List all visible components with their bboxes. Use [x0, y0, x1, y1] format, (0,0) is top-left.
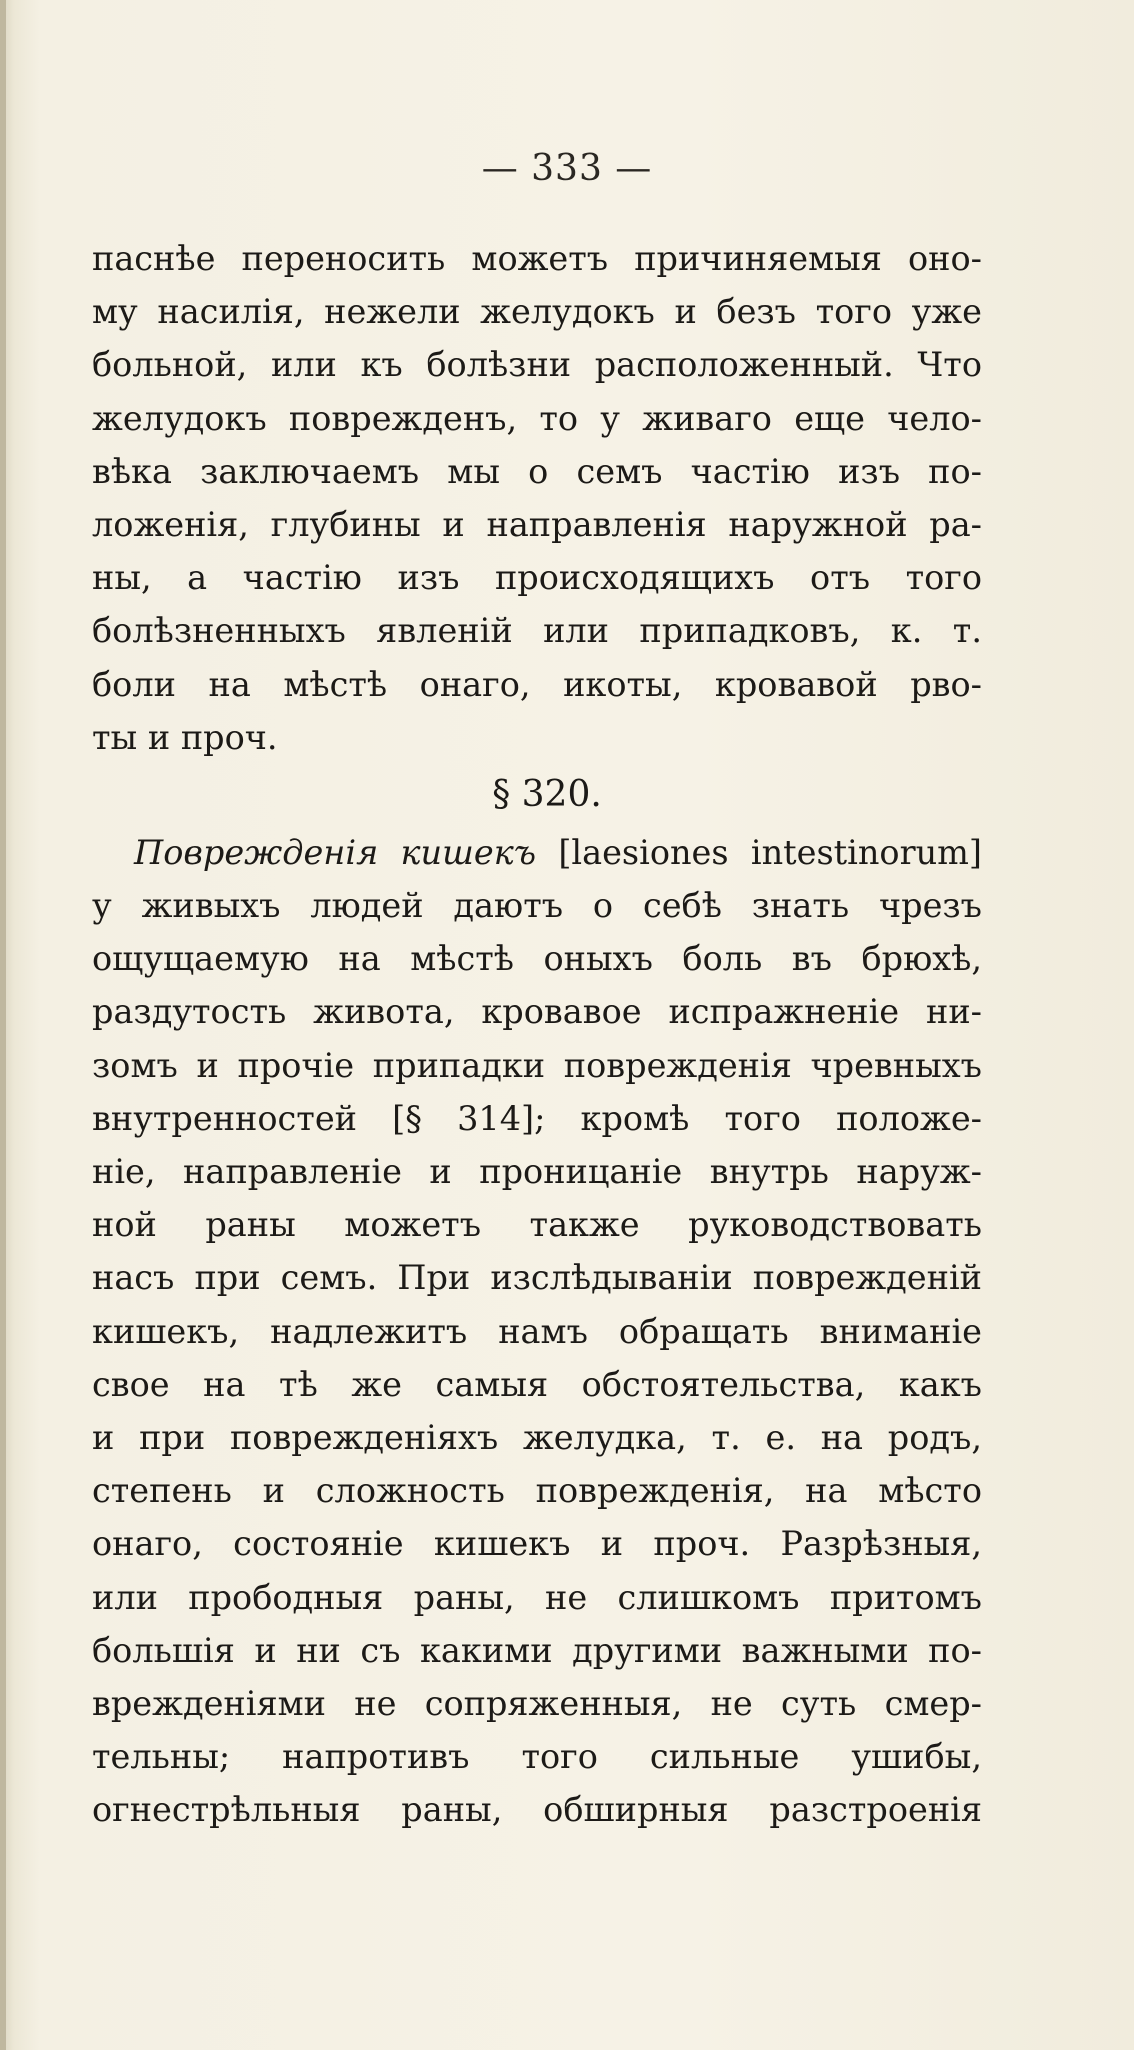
text-line: тельны; напротивъ того сильные ушибы,: [92, 1737, 982, 1777]
text-line: онаго, состояніе кишекъ и проч. Разрѣзныя,: [92, 1524, 982, 1564]
text-line: зомъ и прочіе припадки поврежденія чревныхъ: [92, 1045, 982, 1085]
text-line: ны, а частію изъ происходящихъ отъ того: [92, 558, 982, 598]
text-line: раздутость живота, кровавое испражненіе ни-: [92, 992, 982, 1032]
section-heading: § 320.: [492, 773, 602, 815]
text-line: му насилія, нежели желудокъ и безъ того уже: [92, 292, 982, 332]
text-line: вѣка заключаемъ мы о семъ частію изъ по-: [92, 451, 982, 491]
text-line: внутренностей [§ 314]; кромѣ того положе-: [92, 1098, 982, 1138]
paragraph-1: [92, 232, 982, 764]
text-line: желудокъ поврежденъ, то у живаго еще чело-: [92, 398, 982, 438]
paragraph-2: [92, 826, 982, 1837]
text-line: ложенія, глубины и направленія наружной ра-: [92, 504, 982, 544]
text-line: степень и сложность поврежденія, на мѣсто: [92, 1471, 982, 1511]
latin-term: [laesiones intestinorum]: [536, 832, 982, 872]
text-line: ніе, направленіе и проницаніе внутрь наруж-: [92, 1152, 982, 1191]
text-line-lead: [92, 826, 982, 879]
text-line: насъ при семъ. При изслѣдываніи поврежденій: [92, 1258, 982, 1298]
text-line: свое на тѣ же самыя обстоятельства, какъ: [92, 1364, 982, 1404]
text-line: паснѣе переносить можетъ причиняемыя оно-: [92, 239, 982, 278]
page-number: — 333 —: [481, 148, 653, 189]
italic-term: Поврежденія кишекъ: [134, 832, 537, 872]
text-line: огнестрѣльныя раны, обширныя разстроенія: [92, 1790, 982, 1830]
text-line: боли на мѣстѣ онаго, икоты, кровавой рво-: [92, 664, 982, 704]
text-line: и при поврежденіяхъ желудка, т. е. на родъ,: [92, 1417, 982, 1457]
body-text: [92, 232, 982, 1836]
text-line: кишекъ, надлежитъ намъ обращать вниманіе: [92, 1311, 982, 1351]
text-line: или прободныя раны, не слишкомъ притомъ: [92, 1577, 982, 1617]
text-line: болѣзненныхъ явленій или припадковъ, к. т.: [92, 611, 982, 651]
page-gutter-edge: [0, 0, 6, 2050]
text-line: большія и ни съ какими другими важными по-: [92, 1630, 982, 1670]
text-line: врежденіями не сопряженныя, не суть смер-: [92, 1683, 982, 1723]
text-line: ощущаемую на мѣстѣ оныхъ боль въ брюхѣ,: [92, 939, 982, 979]
text-line: ты и проч.: [92, 717, 278, 757]
text-line: ной раны можетъ также руководствовать: [92, 1205, 982, 1245]
text-line: у живыхъ людей даютъ о себѣ знать чрезъ: [92, 886, 982, 926]
text-line: больной, или къ болѣзни расположенный. Что: [92, 345, 982, 385]
